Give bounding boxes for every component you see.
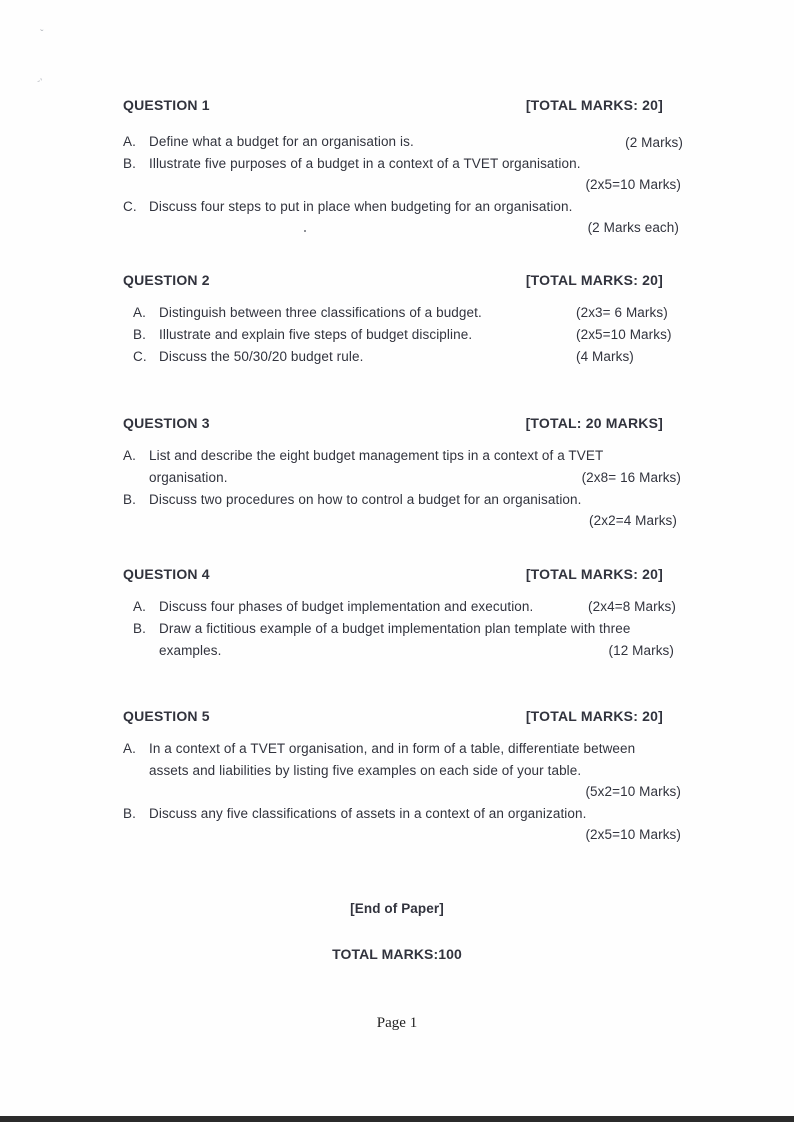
item-letter: B.	[133, 621, 146, 636]
marks-label: (2x2=4 Marks)	[589, 513, 677, 528]
marks-label: (2x3= 6 Marks)	[576, 305, 668, 320]
question-item	[133, 305, 482, 320]
question-item	[123, 156, 581, 171]
question-item	[123, 199, 573, 214]
item-text: List and describe the eight budget management tips in a context of a TVET	[149, 448, 604, 463]
item-text: Discuss any five classifications of assets in a context of an organization.	[149, 806, 587, 821]
question-2-title: QUESTION 2	[123, 272, 210, 288]
question-item	[123, 134, 414, 149]
question-2-total-marks: [TOTAL MARKS: 20]	[525, 272, 663, 288]
question-3-total-marks: [TOTAL: 20 MARKS]	[525, 415, 663, 431]
question-1-total-marks: [TOTAL MARKS: 20]	[525, 97, 663, 113]
marks-label: (2x5=10 Marks)	[585, 827, 681, 842]
item-text-continued: organisation.	[149, 470, 228, 485]
marks-label: (2x5=10 Marks)	[585, 177, 681, 192]
item-letter: B.	[123, 156, 136, 171]
item-letter: A.	[123, 448, 136, 463]
question-item	[133, 349, 363, 364]
item-text-continued: assets and liabilities by listing five examples on each side of your table.	[149, 763, 582, 778]
item-text: Discuss four phases of budget implementation and execution.	[159, 599, 534, 614]
item-text: Discuss the 50/30/20 budget rule.	[159, 349, 364, 364]
marks-label: (2 Marks each)	[587, 220, 679, 235]
marks-label: (5x2=10 Marks)	[585, 784, 681, 799]
end-of-paper-label: [End of Paper]	[350, 901, 444, 916]
question-5-title: QUESTION 5	[123, 708, 210, 724]
question-item	[133, 599, 533, 614]
item-text: In a context of a TVET organisation, and in form of a table, differentiate between	[149, 741, 636, 756]
marks-label: (2x8= 16 Marks)	[581, 470, 681, 485]
question-4-total-marks: [TOTAL MARKS: 20]	[525, 566, 663, 582]
question-item	[123, 806, 586, 821]
marks-label: (12 Marks)	[608, 643, 674, 658]
item-text: Define what a budget for an organisation is.	[149, 134, 414, 149]
marks-label: (2 Marks)	[625, 135, 683, 150]
marks-label: (4 Marks)	[576, 349, 634, 364]
item-letter: A.	[133, 305, 146, 320]
question-item	[133, 327, 472, 342]
question-item	[133, 621, 630, 636]
item-text: Draw a fictitious example of a budget implementation plan template with three	[159, 621, 631, 636]
item-letter: A.	[123, 741, 136, 756]
page-number: Page 1	[376, 1015, 418, 1031]
item-text: Illustrate five purposes of a budget in a context of a TVET organisation.	[149, 156, 581, 171]
item-text: Discuss two procedures on how to control a budget for an organisation.	[149, 492, 582, 507]
question-item	[123, 448, 603, 463]
scan-artifact: ˘	[39, 27, 44, 39]
item-text: Illustrate and explain five steps of budget discipline.	[159, 327, 473, 342]
item-letter: B.	[133, 327, 146, 342]
item-letter: A.	[133, 599, 146, 614]
question-5-total-marks: [TOTAL MARKS: 20]	[525, 708, 663, 724]
item-letter: B.	[123, 806, 136, 821]
scan-edge-bar	[0, 1116, 794, 1122]
marks-label: (2x5=10 Marks)	[576, 327, 672, 342]
question-item	[123, 492, 582, 507]
question-1-title: QUESTION 1	[123, 97, 210, 113]
item-letter: B.	[123, 492, 136, 507]
question-item	[123, 741, 635, 756]
question-4-title: QUESTION 4	[123, 566, 210, 582]
item-text: Distinguish between three classifications of a budget.	[159, 305, 482, 320]
question-3-title: QUESTION 3	[123, 415, 210, 431]
scan-artifact	[304, 230, 306, 232]
item-letter: A.	[123, 134, 136, 149]
marks-label: (2x4=8 Marks)	[588, 599, 676, 614]
item-text-continued: examples.	[159, 643, 222, 658]
item-letter: C.	[123, 199, 137, 214]
item-letter: C.	[133, 349, 147, 364]
item-text: Discuss four steps to put in place when budgeting for an organisation.	[149, 199, 573, 214]
scan-artifact: ˍ,	[34, 71, 43, 83]
total-marks-label: TOTAL MARKS:100	[332, 946, 462, 962]
